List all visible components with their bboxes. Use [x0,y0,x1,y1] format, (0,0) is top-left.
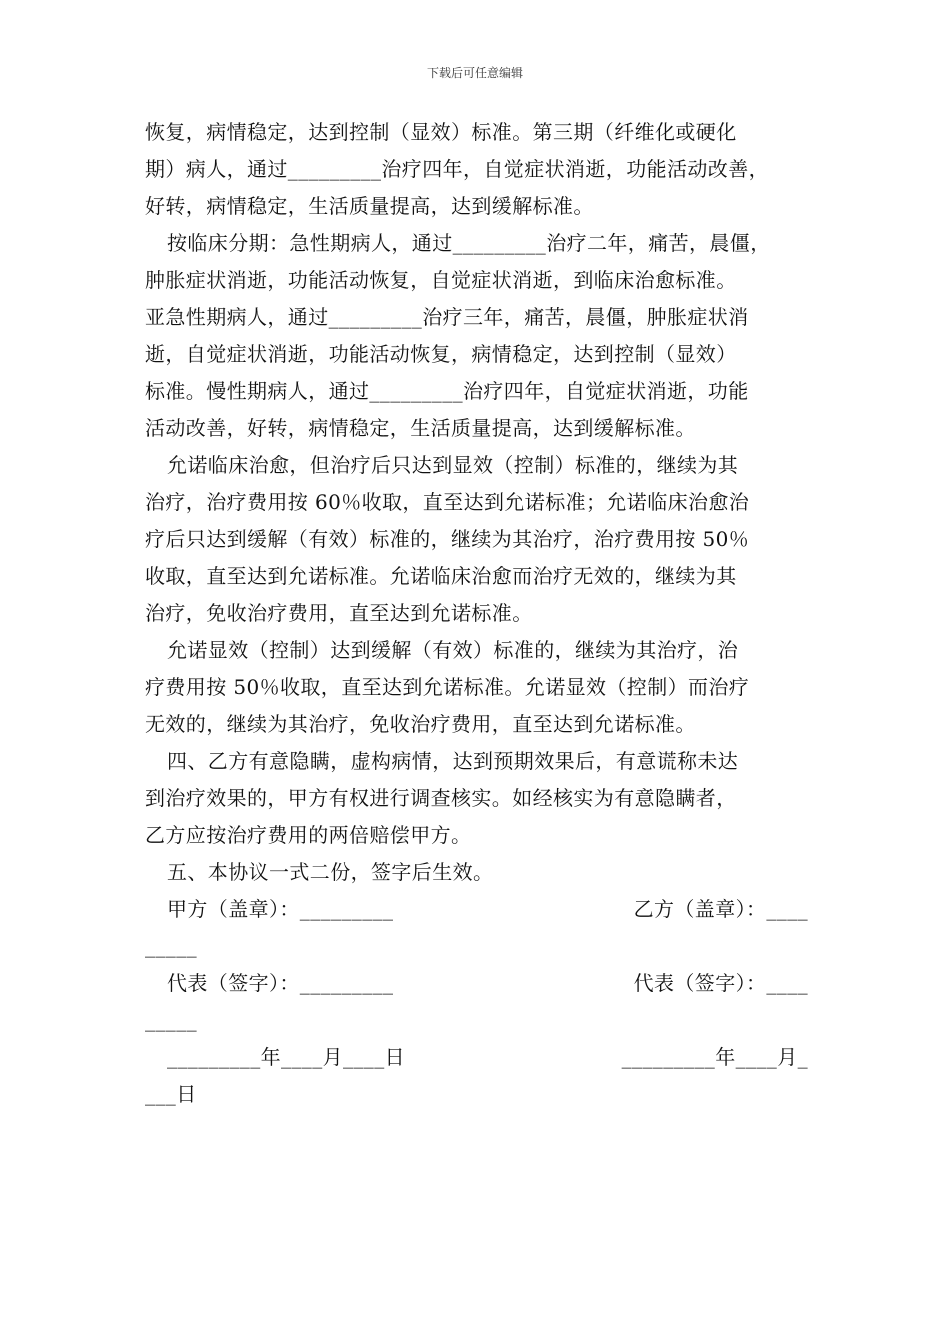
seal-row [145,891,810,928]
signature-block [145,891,810,1113]
text-line: 按临床分期：急性期病人，通过_________治疗二年，痛苦，晨僵， [167,231,771,255]
text-line: 五、本协议一式二份，签字后生效。 [167,860,494,884]
date-b-continuation: ___日 [145,1082,197,1106]
paragraph [145,225,810,447]
rep-a-signature-field: 代表（签字）：_________ [167,971,394,995]
text-line: 到治疗效果的，甲方有权进行调查核实。如经核实为有意隐瞒者， [145,786,737,810]
representative-row [145,965,810,1002]
text-line: 治疗，免收治疗费用，直至达到允诺标准。 [145,601,533,625]
paragraph [145,854,810,891]
text-line: 好转，病情稳定，生活质量提高，达到缓解标准。 [145,194,594,218]
text-line: 收取，直至达到允诺标准。允诺临床治愈而治疗无效的，继续为其 [145,564,737,588]
text-line: 期）病人，通过_________治疗四年，自觉症状消逝，功能活动改善， [145,157,769,181]
rep-b-signature-continuation: _____ [145,1008,197,1032]
paragraph [145,114,810,225]
text-line: 标准。慢性期病人，通过_________治疗四年，自觉症状消逝，功能 [145,379,749,403]
text-line: 治疗，治疗费用按 60％收取，直至达到允诺标准；允诺临床治愈治 [145,490,750,514]
text-line: 逝，自觉症状消逝，功能活动恢复，病情稳定，达到控制（显效） [145,342,737,366]
date-b-field: _________年____月_ [621,1045,808,1069]
text-line: 允诺显效（控制）达到缓解（有效）标准的，继续为其治疗，治 [167,638,739,662]
rep-b-signature-field: 代表（签字）：____ [633,971,808,995]
text-line: 无效的，继续为其治疗，免收治疗费用，直至达到允诺标准。 [145,712,696,736]
text-line: 肿胀症状消逝，功能活动恢复，自觉症状消逝，到临床治愈标准。 [145,268,737,292]
party-a-seal-field: 甲方（盖章）：_________ [167,897,394,921]
date-a-field: _________年____月____日 [167,1045,405,1069]
party-b-seal-field: 乙方（盖章）：____ [633,897,808,921]
text-line: 疗费用按 50％收取，直至达到允诺标准。允诺显效（控制）而治疗 [145,675,750,699]
text-line: 恢复，病情稳定，达到控制（显效）标准。第三期（纤维化或硬化 [145,120,737,144]
text-line: 乙方应按治疗费用的两倍赔偿甲方。 [145,823,472,847]
paragraph [145,447,810,632]
paragraph [145,632,810,743]
page-header: 下载后可任意编辑 [426,66,523,80]
party-b-seal-continuation: _____ [145,934,197,958]
paragraph [145,743,810,854]
text-line: 疗后只达到缓解（有效）标准的，继续为其治疗，治疗费用按 50％ [145,527,750,551]
date-row [145,1039,810,1076]
text-line: 亚急性期病人，通过_________治疗三年，痛苦，晨僵，肿胀症状消 [145,305,749,329]
text-line: 允诺临床治愈，但治疗后只达到显效（控制）标准的，继续为其 [167,453,739,477]
text-line: 活动改善，好转，病情稳定，生活质量提高，达到缓解标准。 [145,416,696,440]
text-line: 四、乙方有意隐瞒，虚构病情，达到预期效果后，有意谎称未达 [167,749,739,773]
document-body [145,114,810,1113]
